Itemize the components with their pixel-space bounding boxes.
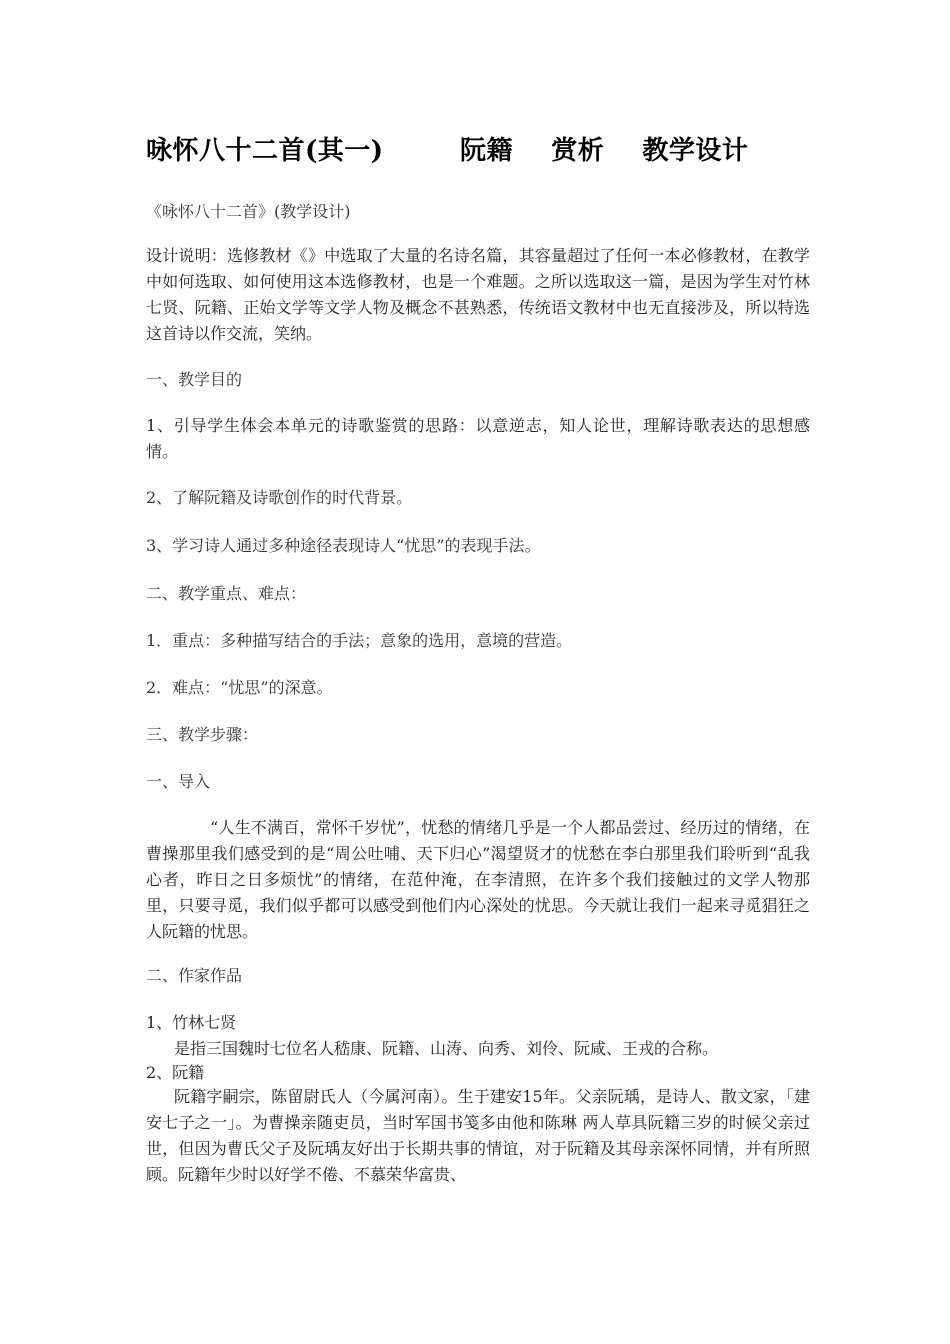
document-subtitle: 《咏怀八十二首》(教学设计): [146, 202, 351, 221]
page-title: 咏怀八十二首(其一) 阮籍 赏析 教学设计: [146, 136, 749, 166]
section-heading-key-points: 二、教学重点、难点：: [146, 584, 307, 603]
step-heading-author-works: 二、作家作品: [146, 966, 243, 985]
goal-item-1: 1、引导学生体会本单元的诗歌鉴赏的思路：以意逆志，知人论世，理解诗歌表达的思想感情。: [146, 416, 810, 461]
item-text-bamboo-sages: 是指三国魏时七位名人嵇康、阮籍、山涛、向秀、刘伶、阮咸、王戎的合称。: [174, 1039, 719, 1058]
section-heading-steps: 三、教学步骤：: [146, 725, 259, 744]
goal-item-3: 3、学习诗人通过多种途径表现诗人“忧思”的表现手法。: [146, 536, 541, 555]
intro-paragraph: “人生不满百，常怀千岁忧”，忧愁的情绪几乎是一个人都品尝过、经历过的情绪，在曹操那里我们感受到的是“周公吐哺、天下归心”渴望贤才的忧愁在李白那里我们聆听到“乱我心者，昨日之日多烦忧”的情绪，在范仲淹，在李清照，在许多个我们接触过的文学人物那里，只要寻觅，我们似乎都可以感受到他们内心深处的忧思。今天就让我们一起来寻觅猖狂之人阮籍的忧思。: [146, 818, 810, 941]
design-note-paragraph: 设计说明：选修教材《》中选取了大量的名诗名篇，其容量超过了任何一本必修教材，在教学中如何选取、如何使用这本选修教材，也是一个难题。之所以选取这一篇，是因为学生对竹林七贤、阮籍、正始文学等文学人物及概念不甚熟悉，传统语文教材中也无直接涉及，所以特选这首诗以作交流，笑纳。: [146, 246, 810, 343]
goal-item-2: 2、了解阮籍及诗歌创作的时代背景。: [146, 488, 413, 507]
key-point-2: 2．难点：“忧思”的深意。: [146, 678, 333, 697]
item-text-ruan-ji: 阮籍字嗣宗，陈留尉氏人（今属河南）。生于建安15年。父亲阮瑀，是诗人、散文家，「建安七子之一」。为曹操亲随吏员，当时军国书笺多由他和陈琳 两人草具阮籍三岁的时候父亲过世，但因为曹氏父子及阮瑀友好出于长期共事的情谊，对于阮籍及其母亲深怀同情，并有所照顾。阮籍年少时以好学不倦、不慕荣华富贵、: [146, 1087, 810, 1184]
section-heading-goals: 一、教学目的: [146, 370, 243, 389]
step-heading-intro: 一、导入: [146, 772, 211, 791]
key-point-1: 1．重点：多种描写结合的手法；意象的选用，意境的营造。: [146, 631, 573, 650]
item-heading-ruan-ji: 2、阮籍: [146, 1063, 205, 1082]
item-heading-bamboo-sages: 1、竹林七贤: [146, 1013, 237, 1032]
